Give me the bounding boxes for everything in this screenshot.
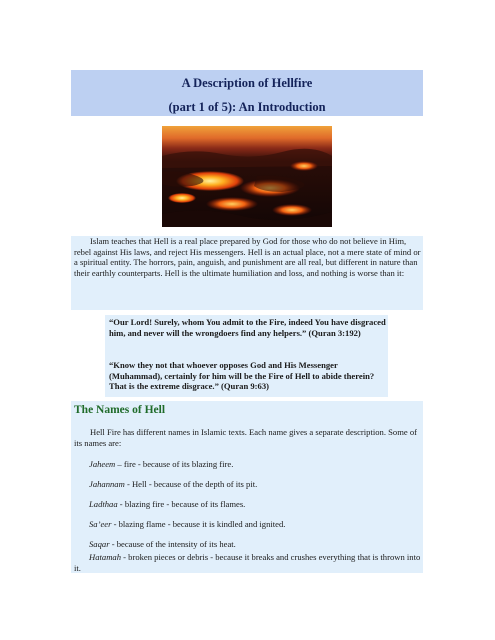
title-banner [71, 70, 423, 116]
list-item [89, 499, 421, 510]
names-section [71, 401, 423, 573]
name-term: Jaheem [89, 459, 116, 469]
quote-2: “Know they not that whoever opposes God and His Messenger (Muhammad), certainly for him will be the Fire of Hell to abide therein? That is the extreme disgrace.” (Quran 9:63) [109, 360, 375, 392]
lava-photo [162, 126, 332, 227]
names-intro-paragraph: Hell Fire has different names in Islamic texts. Each name gives a separate description. Some of its names are: [74, 427, 418, 448]
name-description: - blazing fire - because of its flames. [117, 499, 246, 509]
list-item [74, 552, 422, 573]
intro-section [71, 236, 423, 310]
list-item [89, 539, 421, 550]
name-description: - broken pieces or debris - because it breaks and crushes everything that is thrown into it. [74, 552, 421, 573]
name-term: Hatamah [89, 552, 121, 562]
intro-paragraph: Islam teaches that Hell is a real place prepared by God for those who do not believe in Him, rebel against His laws, and reject His messengers. Hell is an actual place, not a mere state of mind or a spiritual entity. The horrors, pain, anguish, and punishment are all real, but different in nature than their earthly counterparts. Hell is the ultimate humiliation and loss, and nothing is worse than it: [74, 236, 421, 278]
list-item [89, 479, 421, 490]
list-item [89, 459, 421, 470]
name-description: – fire - because of its blazing fire. [115, 459, 234, 469]
name-description: - blazing flame - because it is kindled and ignited. [111, 519, 286, 529]
quran-quotes [105, 315, 388, 397]
name-term: Ladthaa [89, 499, 118, 509]
name-term: Sa’eer [89, 519, 112, 529]
name-description: - because of the intensity of its heat. [109, 539, 236, 549]
section-heading: The Names of Hell [74, 404, 166, 416]
quote-1: “Our Lord! Surely, whom You admit to the Fire, indeed You have disgraced him, and never will the wrongdoers find any helpers.” (Quran 3:192) [109, 317, 386, 338]
name-term: Jahannam [89, 479, 125, 489]
page-subtitle: (part 1 of 5): An Introduction [168, 100, 326, 114]
name-description: - Hell - because of the depth of its pit. [124, 479, 258, 489]
page-title: A Description of Hellfire [181, 76, 313, 90]
name-term: Saqar [89, 539, 110, 549]
list-item [89, 519, 421, 530]
